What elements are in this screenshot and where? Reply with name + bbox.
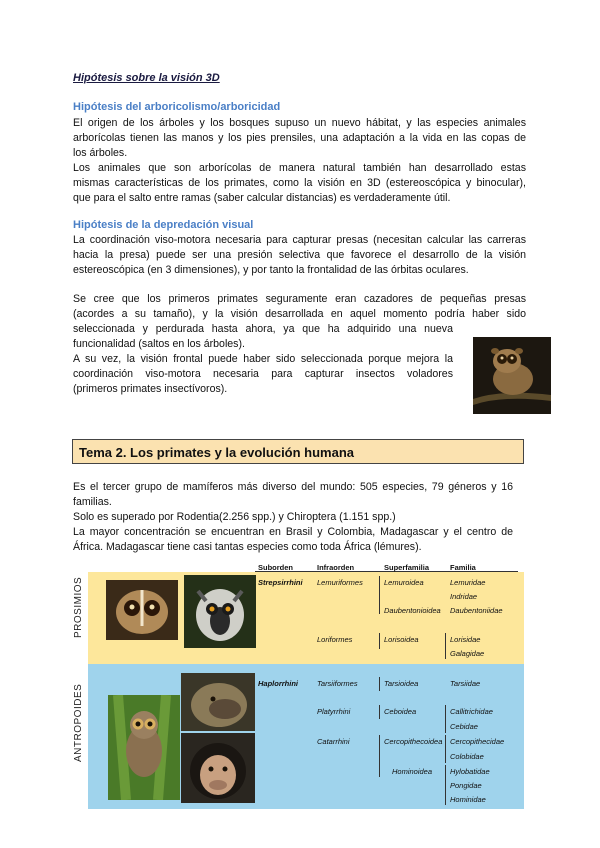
section-heading-arboricolismo: Hipótesis del arboricolismo/arboricidad (73, 101, 281, 113)
baboon-photo (181, 673, 255, 731)
text-line: Los animales que son arborícolas de manera natural también han desarrollado estas (73, 162, 526, 174)
connector-ceboidea (445, 705, 446, 733)
tarsier-illustration (108, 695, 180, 800)
ring-tailed-lemur-photo (184, 575, 256, 648)
family-hylobatidae: Hylobatidae (450, 767, 490, 776)
text-line: Es el tercer grupo de mamíferos más diverso del mundo: 505 especies, 79 géneros y 16 (73, 481, 513, 493)
text-line: estereoscópica (en 3 dimensiones), y por tanto la frontalidad de las órbitas oculares. (73, 264, 469, 276)
superfamily-hominoidea: Hominoidea (392, 767, 433, 776)
superfamily-lorisoidea: Lorisoidea (384, 635, 419, 644)
family-colobidae: Colobidae (450, 752, 484, 761)
header-infraorden: Infraorden (317, 563, 355, 572)
family-indridae: Indridae (450, 592, 478, 601)
text-line: La mayor concentración se encuentran en Brasil y Colombia, Madagascar y el centro de (73, 526, 513, 538)
connector-lemuriformes (379, 576, 380, 614)
tema-paragraph (73, 480, 513, 555)
suborder-haplorrhini: Haplorrhini (258, 679, 299, 688)
chimpanzee-photo (181, 733, 255, 803)
group-label-antropoides: ANTROPOIDES (73, 683, 84, 762)
infraorder-loriformes: Loriformes (317, 635, 353, 644)
family-pongidae: Pongidae (450, 781, 482, 790)
tema-banner: Tema 2. Los primates y la evolución humana (72, 439, 524, 464)
text-line: que para el salto entre ramas (saber calcular distancias) es verdaderamente útil. (73, 192, 451, 204)
paragraph-vision-frontal (73, 322, 453, 397)
infraorder-lemuriformes: Lemuriformes (317, 578, 363, 587)
slow-loris-photo (106, 580, 178, 640)
chimpanzee-illustration (181, 733, 255, 803)
infraorder-catarrhini: Catarrhini (317, 737, 350, 746)
suborder-strepsirrhini: Strepsirrhini (258, 578, 303, 587)
family-galagidae: Galagidae (450, 649, 485, 658)
family-tarsiidae: Tarsiidae (450, 679, 481, 688)
text-line: (acordes a su tamaño), y la visión desarrollada en aquel momento podría haber sido (73, 308, 526, 320)
paragraph-primeros-primates (73, 292, 526, 322)
superfamily-ceboidea: Ceboidea (384, 707, 417, 716)
header-superfamilia: Superfamilia (384, 563, 430, 572)
superfamily-cercopithecoidea: Cercopithecoidea (384, 737, 443, 746)
text-line: Se cree que los primeros primates seguramente eran cazadores de pequeñas presas (73, 293, 526, 305)
family-cercopithecidae: Cercopithecidae (450, 737, 505, 746)
baboon-illustration (181, 673, 255, 731)
superfamily-daubentonioidea: Daubentonioidea (384, 606, 441, 615)
infraorder-tarsiiformes: Tarsiiformes (317, 679, 358, 688)
header-suborden: Suborden (258, 563, 293, 572)
text-line: Solo es superado por Rodentia(2.256 spp.) y Chiroptera (1.151 spp.) (73, 511, 396, 523)
text-line: funcionalidad (saltos en los árboles). (73, 338, 245, 350)
family-hominidae: Hominidae (450, 795, 486, 804)
family-cebidae: Cebidae (450, 722, 478, 731)
section-heading-depredacion: Hipótesis de la depredación visual (73, 219, 254, 231)
slow-loris-illustration (106, 580, 178, 640)
loris-illustration (473, 337, 551, 414)
infraorder-platyrrhini: Platyrrhini (317, 707, 351, 716)
family-daubentoniidae: Daubentoniidae (450, 606, 503, 615)
text-line: La coordinación viso-motora necesaria para capturar presas (necesitan calcular las carreras (73, 234, 526, 246)
tarsier-photo (108, 695, 180, 800)
connector-hominoidea (445, 765, 446, 805)
group-label-prosimios: PROSIMIOS (73, 576, 84, 638)
text-line: coordinación viso-motora necesaria para capturar insectos voladores (73, 368, 453, 380)
text-line: hacia la presa) puede ser una presión selectiva que favorece el desarrollo de la visión (73, 249, 526, 261)
text-line: arborícolas tienen las manos y los pies prensiles, una adaptación a la vida en las copas de (73, 132, 526, 144)
family-callitrichidae: Callitrichidae (450, 707, 493, 716)
section-paragraph-arboricolismo (73, 116, 526, 206)
family-lorisidae: Lorisidae (450, 635, 481, 644)
connector-platyrrhini (379, 705, 380, 719)
text-line: seleccionada y perdurada hasta ahora, ya que ha adquirido una nueva (73, 323, 453, 335)
text-line: mismas características de los primates, como la visión en 3D (estereoscópica y binocular), (73, 177, 526, 189)
text-line: El origen de los árboles y los bosques supuso un nuevo hábitat, y las especies animales (73, 117, 526, 129)
header-familia: Familia (450, 563, 476, 572)
superfamily-lemuroidea: Lemuroidea (384, 578, 424, 587)
connector-lorisoidea (445, 633, 446, 659)
connector-catarrhini (379, 735, 380, 777)
text-line: familias. (73, 496, 112, 508)
page-title: Hipótesis sobre la visión 3D (73, 72, 220, 84)
text-line: (primeros primates insectívoros). (73, 383, 228, 395)
lemur-illustration (184, 575, 256, 648)
connector-tarsiiformes (379, 677, 380, 691)
family-lemuridae: Lemuridae (450, 578, 486, 587)
loris-photo (473, 337, 551, 414)
section-paragraph-depredacion (73, 233, 526, 278)
connector-loriformes (379, 633, 380, 649)
text-line: África. Madagascar tiene casi tantas especies como toda África (lémures). (73, 541, 422, 553)
text-line: los árboles. (73, 147, 128, 159)
superfamily-tarsioidea: Tarsioidea (384, 679, 419, 688)
connector-cercopithecoidea (445, 735, 446, 763)
text-line: A su vez, la visión frontal puede haber sido seleccionada porque mejora la (73, 353, 453, 365)
